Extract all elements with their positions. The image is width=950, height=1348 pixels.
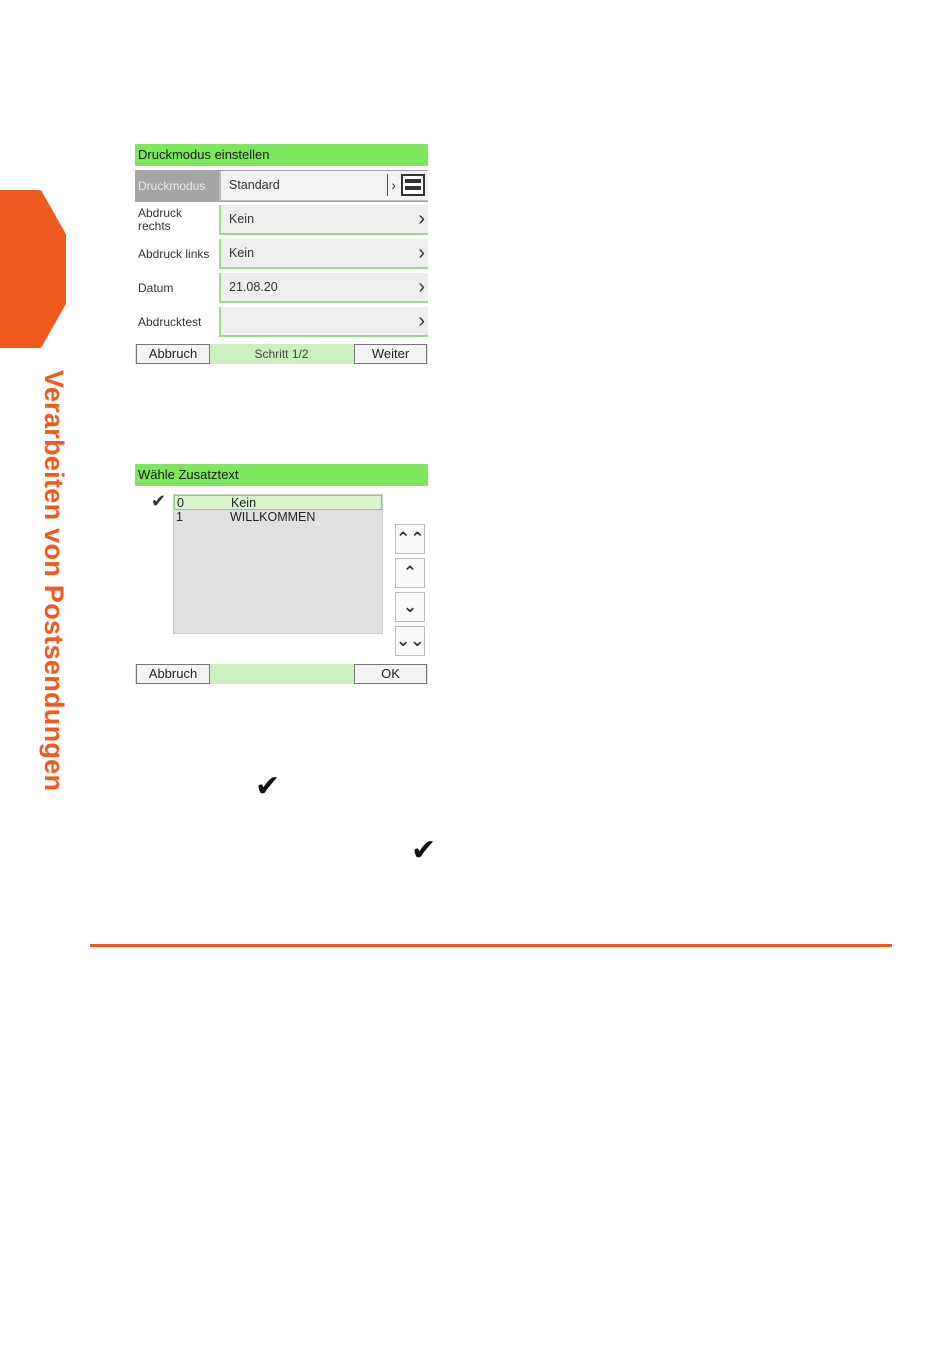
row-value-text: Kein (229, 212, 255, 226)
screen-title: Wähle Zusatztext (135, 464, 428, 486)
chapter-title: Verarbeiten von Postsendungen (39, 370, 69, 792)
row-value (219, 171, 428, 201)
row-value (219, 205, 428, 235)
menu-icon[interactable] (401, 174, 425, 196)
row-value (219, 307, 428, 337)
screen-footer (135, 664, 428, 684)
text-list[interactable] (173, 494, 383, 634)
chevron-right-icon: › (418, 276, 425, 298)
page-up-icon[interactable]: ⌃⌃ (395, 524, 425, 554)
row-label: Abdruck links (138, 246, 210, 261)
chevron-right-icon: › (418, 208, 425, 230)
page-down-icon[interactable]: ⌄⌄ (395, 626, 425, 656)
cancel-button[interactable]: Abbruch (136, 664, 210, 684)
item-text: WILLKOMMEN (230, 510, 316, 524)
item-number: 1 (176, 510, 183, 524)
row-label: Abdrucktest (138, 314, 202, 329)
row-imprint-left[interactable] (135, 238, 428, 270)
row-label: Abdruck rechts (138, 206, 183, 233)
chevron-right-icon: › (418, 310, 425, 332)
row-label: Datum (138, 280, 174, 295)
line-up-icon[interactable]: ⌃ (395, 558, 425, 588)
item-text: Kein (231, 496, 257, 510)
check-icon: ✔ (255, 770, 281, 803)
line-down-icon[interactable]: ⌄ (395, 592, 425, 622)
list-item[interactable] (174, 510, 382, 525)
select-text-screen (135, 464, 428, 684)
print-mode-screen (135, 144, 428, 364)
step-indicator: Schritt 1/2 (254, 347, 309, 361)
check-icon: ✔ (151, 491, 167, 511)
chevron-right-icon: › (418, 242, 425, 264)
chevron-right-icon: › (391, 177, 396, 193)
row-date[interactable] (135, 272, 428, 304)
screen-footer (135, 344, 428, 364)
screen-title: Druckmodus einstellen (135, 144, 428, 166)
item-number: 0 (177, 496, 184, 510)
row-value-text: Kein (229, 246, 255, 260)
ok-button[interactable]: OK (354, 664, 427, 684)
row-value (219, 239, 428, 269)
row-label: Druckmodus (138, 178, 206, 193)
chapter-tab (0, 190, 66, 348)
row-value-text: Standard (229, 178, 280, 192)
section-divider (90, 944, 892, 947)
list-item[interactable] (174, 495, 382, 510)
row-print-mode[interactable] (135, 170, 428, 202)
row-imprint-right[interactable] (135, 204, 428, 236)
next-button[interactable]: Weiter (354, 344, 427, 364)
row-value (219, 273, 428, 303)
cancel-button[interactable]: Abbruch (136, 344, 210, 364)
row-test-imprint[interactable] (135, 306, 428, 338)
separator (387, 174, 388, 196)
check-icon: ✔ (411, 834, 437, 867)
row-value-text: 21.08.20 (229, 280, 278, 294)
